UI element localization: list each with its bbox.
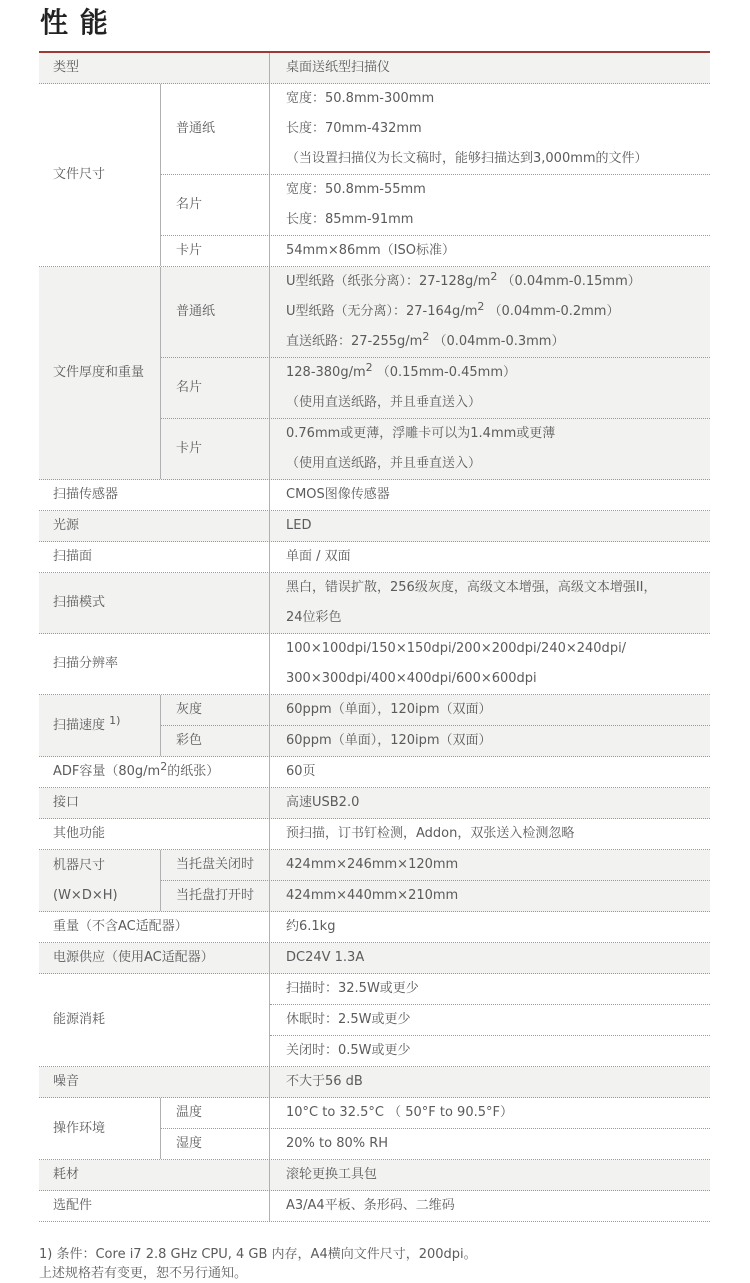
- row-value: 60ppm（单面），120ipm（双面）: [286, 702, 492, 717]
- row-label: 类型: [39, 53, 270, 83]
- spec-row-scan-sensor: [39, 480, 710, 511]
- subrow-group: [161, 695, 710, 756]
- spec-subrow: [161, 267, 710, 357]
- spec-row-options: [39, 1191, 710, 1222]
- subrow-group: [161, 84, 710, 266]
- row-value: 黑白，错误扩散，256级灰度，高级文本增强，高级文本增强II， 24位彩色: [286, 580, 657, 625]
- spec-row-noise: [39, 1067, 710, 1098]
- spec-table: [39, 51, 710, 1222]
- spec-subrow: [161, 850, 710, 880]
- row-sublabel: 湿度: [161, 1129, 270, 1159]
- spec-row-operating-environment: [39, 1098, 710, 1160]
- row-label: 扫描速度 $^{1)}$: [39, 695, 161, 756]
- row-value-group: 扫描时：32.5W或更少 休眠时：2.5W或更少 关闭时：0.5W或更少: [270, 974, 710, 1066]
- spec-row-document-size: [39, 84, 710, 267]
- row-label: 光源: [39, 511, 270, 541]
- spec-row-interface: [39, 788, 710, 819]
- row-value: 不大于56 dB: [286, 1074, 363, 1089]
- row-sublabel: 名片: [161, 358, 270, 418]
- spec-row-adf-capacity: [39, 757, 710, 788]
- row-label: 电源供应（使用AC适配器）: [39, 943, 270, 973]
- spec-subrow: [161, 174, 710, 235]
- spec-subrow: [161, 357, 710, 418]
- row-sublabel: 温度: [161, 1098, 270, 1128]
- row-value: 10°C to 32.5°C （ 50°F to 90.5°F）: [286, 1105, 513, 1120]
- subrow-group: [161, 267, 710, 479]
- subrow-group: [161, 1098, 710, 1159]
- spec-subrow: [161, 84, 710, 174]
- row-label: 其他功能: [39, 819, 270, 849]
- spec-row-scan-speed: [39, 695, 710, 757]
- row-label: 接口: [39, 788, 270, 818]
- row-sublabel: 当托盘打开时: [161, 881, 270, 911]
- row-label: 扫描分辨率: [39, 634, 270, 694]
- row-label: 选配件: [39, 1191, 270, 1221]
- spec-subrow: [161, 880, 710, 911]
- row-value: 60页: [286, 764, 316, 779]
- spec-subrow: [161, 1128, 710, 1159]
- spec-row-power-supply: [39, 943, 710, 974]
- row-sublabel: 当托盘关闭时: [161, 850, 270, 880]
- row-label: 重量（不含AC适配器）: [39, 912, 270, 942]
- row-label: 能源消耗: [39, 974, 270, 1066]
- row-value: 0.76mm或更薄，浮雕卡可以为1.4mm或更薄 （使用直送纸路，并且垂直送入）: [286, 426, 556, 471]
- spec-subrow: [161, 418, 710, 479]
- footnote-disclaimer: 上述规格若有变更，恕不另行通知。: [39, 1266, 248, 1281]
- spec-subrow: [161, 695, 710, 725]
- spec-row-light-source: [39, 511, 710, 542]
- row-label: 操作环境: [39, 1098, 161, 1159]
- row-value: LED: [286, 518, 312, 533]
- row-value: 424mm×246mm×120mm: [286, 857, 459, 872]
- row-sublabel: 名片: [161, 175, 270, 235]
- row-value: 60ppm（单面），120ipm（双面）: [286, 733, 492, 748]
- row-value: $128-380g/m^2$ （0.15mm-0.45mm） （使用直送纸路，并且垂直送入）: [286, 361, 516, 410]
- row-value: 桌面送纸型扫描仪: [286, 60, 391, 75]
- spec-row-weight: [39, 912, 710, 943]
- row-value: 宽度：50.8mm-55mm 长度：85mm-91mm: [286, 182, 426, 227]
- row-value: DC24V 1.3A: [286, 950, 365, 965]
- spec-subrow: [161, 725, 710, 756]
- row-sublabel: 普通纸: [161, 267, 270, 357]
- row-sublabel: 彩色: [161, 726, 270, 756]
- footnotes: [39, 1245, 710, 1283]
- row-sublabel: 普通纸: [161, 84, 270, 174]
- row-value: 54mm×86mm（ISO标准）: [286, 243, 455, 258]
- row-label: 扫描传感器: [39, 480, 270, 510]
- spec-row-type: [39, 53, 710, 84]
- row-value: 424mm×440mm×210mm: [286, 888, 459, 903]
- spec-subrow: [161, 235, 710, 266]
- row-value: 预扫描，订书钉检测，Addon，双张送入检测忽略: [286, 826, 575, 841]
- row-value: 宽度：50.8mm-300mm 长度：70mm-432mm （当设置扫描仪为长文稿时，能够扫描达到3,000mm的文件）: [286, 91, 648, 166]
- row-label: 扫描模式: [39, 573, 270, 633]
- spec-row-document-thickness-weight: [39, 267, 710, 480]
- row-label: ADF容量（$80g/m^2$的纸张）: [39, 757, 270, 787]
- spec-row-scan-mode: [39, 573, 710, 634]
- row-label: 耗材: [39, 1160, 270, 1190]
- footnote-condition: 1) 条件：Core i7 2.8 GHz CPU, 4 GB 内存，A4横向文件尺寸，200dpi。: [39, 1247, 477, 1262]
- spec-subrow: [161, 1098, 710, 1128]
- spec-row-other-functions: [39, 819, 710, 850]
- row-sublabel: 卡片: [161, 419, 270, 479]
- row-label: 文件尺寸: [39, 84, 161, 266]
- row-sublabel: 灰度: [161, 695, 270, 725]
- page-title: 性 能: [40, 6, 109, 39]
- row-value: 高速USB2.0: [286, 795, 360, 810]
- row-value: A3/A4平板、条形码、二维码: [286, 1198, 455, 1213]
- row-value: CMOS图像传感器: [286, 487, 390, 502]
- row-value: 20% to 80% RH: [286, 1136, 389, 1151]
- spec-row-scan-side: [39, 542, 710, 573]
- row-value: U型纸路（纸张分离）：$27-128g/m^2$ （0.04mm-0.15mm） U型纸路（无分离）：$27-164g/m^2$ （0.04mm-0.2mm） 直送纸路：$27-255g/m^2$ （0.04mm-0.3mm）: [286, 270, 641, 349]
- row-label: 扫描面: [39, 542, 270, 572]
- row-value: 约6.1kg: [286, 919, 336, 934]
- row-label: 文件厚度和重量: [39, 267, 161, 479]
- row-value: 滚轮更换工具包: [286, 1167, 378, 1182]
- row-value: 100×100dpi/150×150dpi/200×200dpi/240×240dpi/ 300×300dpi/400×400dpi/600×600dpi: [286, 641, 627, 686]
- spec-row-machine-dimensions: [39, 850, 710, 912]
- subrow-group: [161, 850, 710, 911]
- row-sublabel: 卡片: [161, 236, 270, 266]
- spec-page: [39, 6, 710, 1283]
- row-value: 单面 / 双面: [286, 549, 351, 564]
- spec-row-scan-resolution: [39, 634, 710, 695]
- row-label: 机器尺寸 (W×D×H): [39, 850, 161, 911]
- spec-row-energy-consumption: [39, 974, 710, 1067]
- row-label: 噪音: [39, 1067, 270, 1097]
- spec-row-consumables: [39, 1160, 710, 1191]
